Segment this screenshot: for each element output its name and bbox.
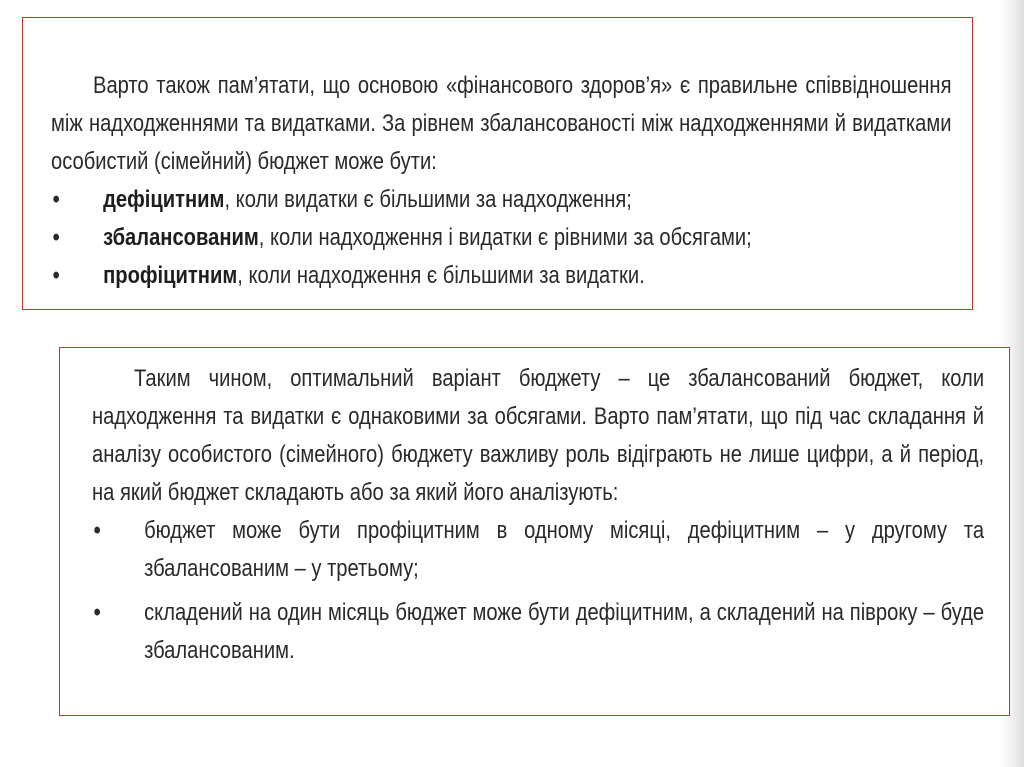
budget-period-list (92, 512, 984, 676)
bullet-icon: • (52, 224, 60, 251)
term-surplus-description: , коли надходження є більшими за видатки. (237, 262, 645, 289)
term-deficit-description: , коли видатки є більшими за надходження; (224, 186, 632, 213)
balance-intro-paragraph: Варто також пам’ятати, що основою «фінансового здоров’я» є правильне співвідношення між надходженнями та видатками. За рівнем збалансованості між надходженнями й видатками особистий (сімейний) бюджет може бути: (51, 72, 952, 175)
bullet-icon: • (93, 599, 101, 626)
bullet-icon: • (52, 186, 60, 213)
term-balanced-description: , коли надходження і видатки є рівними за обсягами; (258, 224, 752, 251)
term-balanced: збалансованим (103, 224, 259, 251)
bullet-icon: • (93, 517, 101, 544)
term-surplus: профіцитним (103, 262, 238, 289)
optimal-budget-text-box (59, 347, 1010, 716)
balance-types-list (51, 181, 951, 295)
list-item-surplus (51, 257, 951, 295)
period-comparison-text: складений на один місяць бюджет може бути дефіцитним, а складений на півроку – буде збалансованим. (144, 599, 985, 664)
list-item-balanced (51, 219, 951, 257)
term-deficit: дефіцитним (103, 186, 225, 213)
optimal-budget-paragraph: Таким чином, оптимальний варіант бюджету – це збалансований бюджет, коли надходження та видатки є однаковими за обсягами. Варто пам’ятати, що під час складання й аналізу особистого (сімейного) бюджету важливу роль відіграють не лише цифри, а й період, на який бюджет складають або за який його аналізують: (92, 365, 985, 506)
monthly-variation-text: бюджет може бути профіцитним в одному місяці, дефіцитним – у другому та збалансованим – у третьому; (144, 517, 985, 582)
bullet-icon: • (52, 262, 60, 289)
list-item-deficit (51, 181, 951, 219)
list-item-monthly-variation (92, 512, 984, 588)
balance-types-text-box (22, 17, 973, 310)
list-item-period-comparison (92, 594, 984, 670)
